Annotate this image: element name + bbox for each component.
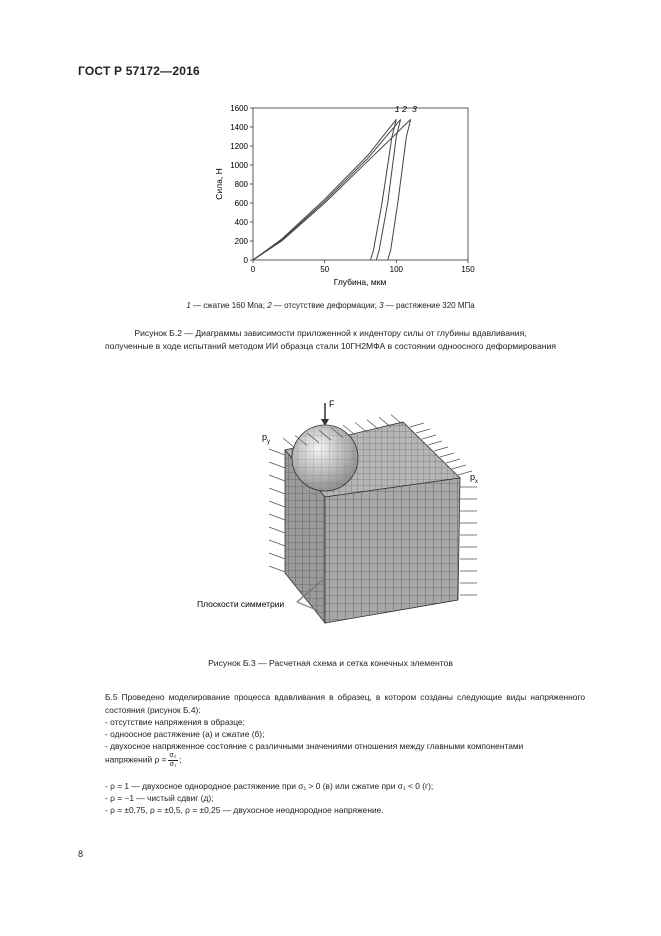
- legend-text-2: — отсутствие деформации;: [271, 301, 380, 310]
- x-tick-label: 150: [461, 265, 475, 274]
- load-arrow: [379, 417, 391, 427]
- series-1-loading-line: [253, 119, 396, 260]
- symmetry-planes-label: Плоскости симметрии: [197, 599, 285, 609]
- load-arrow: [446, 459, 460, 463]
- px-label: $p_x$: [470, 472, 479, 485]
- y-tick-label: 1000: [230, 161, 248, 170]
- figure2-caption-line2: полученные в ходе испытаний методом ИИ образца стали 10ГН2МФА в состоянии одноосного деформирования: [105, 341, 556, 351]
- curve-label-1: 1: [394, 103, 400, 114]
- list-item-1: - отсутствие напряжения в образце;: [105, 717, 245, 727]
- series-2-loading-line: [253, 119, 401, 260]
- y-tick-label: 0: [243, 256, 248, 265]
- y-tick-label: 200: [234, 237, 248, 246]
- x-tick-label: 50: [320, 265, 330, 274]
- load-arrow: [269, 540, 285, 546]
- fem-mesh-figure: [197, 395, 525, 635]
- page-number: 8: [78, 849, 84, 859]
- rho-line-2: - ρ = −1 — чистый сдвиг (д);: [105, 793, 214, 803]
- chart-svg: [205, 95, 495, 295]
- load-arrow: [367, 420, 379, 430]
- curve-label-2: 2: [402, 103, 407, 114]
- load-arrow: [440, 453, 454, 457]
- load-arrow: [452, 465, 466, 469]
- load-arrow: [355, 422, 367, 432]
- ratio-fraction: [168, 752, 177, 769]
- legend-num-3: 3: [379, 301, 384, 310]
- legend-num-2: 2: [267, 301, 272, 310]
- load-arrow: [269, 553, 285, 559]
- load-arrow: [269, 462, 285, 468]
- fem-mesh-svg: [197, 395, 525, 635]
- chart-legend: [0, 301, 661, 310]
- load-arrow: [269, 514, 285, 520]
- load-arrow: [269, 475, 285, 481]
- rho-line-1: - ρ = 1 — двухосное однородное растяжение при σ₁ > 0 (в) или сжатие при σ₁ < 0 (г);: [105, 781, 434, 791]
- x-axis-label: Глубина, мкм: [333, 277, 387, 287]
- load-arrow: [422, 435, 436, 439]
- stress-suffix: ;: [179, 754, 182, 765]
- stress-prefix: напряжений ρ =: [105, 754, 167, 765]
- fraction-numerator: σ₂: [169, 752, 177, 759]
- y-tick-label: 1400: [230, 123, 248, 132]
- load-arrow: [269, 488, 285, 494]
- load-arrow: [434, 447, 448, 451]
- load-arrow: [428, 441, 442, 445]
- document-header: ГОСТ Р 57172—2016: [78, 64, 200, 78]
- load-arrow: [269, 527, 285, 533]
- load-arrow: [269, 566, 285, 572]
- legend-text-1: — сжатие 160 Мпа;: [190, 301, 268, 310]
- load-arrow: [269, 501, 285, 507]
- load-arrow: [269, 449, 285, 455]
- y-tick-label: 800: [234, 180, 248, 189]
- load-arrow: [283, 438, 295, 448]
- y-tick-label: 1200: [230, 142, 248, 151]
- curve-label-3: 3: [412, 103, 417, 114]
- force-label: F: [329, 399, 335, 409]
- py-label: $p_y$: [262, 432, 271, 445]
- legend-num-1: 1: [186, 301, 191, 310]
- list-item-3: - двухосное напряженное состояние с различными значениями отношения между главными компонентами: [105, 741, 524, 751]
- legend-text-3: — растяжение 320 МПа: [383, 301, 475, 310]
- y-axis-label: Сила, Н: [214, 168, 224, 200]
- y-tick-label: 400: [234, 218, 248, 227]
- stress-ratio-formula: [105, 752, 182, 769]
- rho-line-3: - ρ = ±0,75, ρ = ±0,5, ρ = ±0,25 — двухосное неоднородное напряжение.: [105, 805, 384, 815]
- fraction-denominator: σ₁: [169, 761, 177, 768]
- y-tick-label: 1600: [230, 104, 248, 113]
- load-arrow: [410, 423, 424, 427]
- list-item-2: - одноосное растяжение (а) и сжатие (б);: [105, 729, 265, 739]
- x-tick-label: 100: [389, 265, 404, 274]
- x-tick-label: 0: [250, 265, 256, 274]
- cube-front-face: [325, 478, 460, 623]
- force-depth-chart: [205, 95, 495, 295]
- section-b5-paragraph: Б.5 Проведено моделирование процесса вдавливания в образец, в котором созданы следующие виды напряженного состояния (рисунок Б.4):: [105, 692, 585, 715]
- y-tick-label: 600: [234, 199, 248, 208]
- load-arrow: [416, 429, 430, 433]
- figure2-caption-line1: Рисунок Б.2 — Диаграммы зависимости приложенной к индентору силы от глубины вдавливания,: [134, 328, 527, 338]
- figure3-caption: Рисунок Б.3 — Расчетная схема и сетка конечных элементов: [208, 658, 453, 668]
- series-3-loading-line: [253, 119, 411, 260]
